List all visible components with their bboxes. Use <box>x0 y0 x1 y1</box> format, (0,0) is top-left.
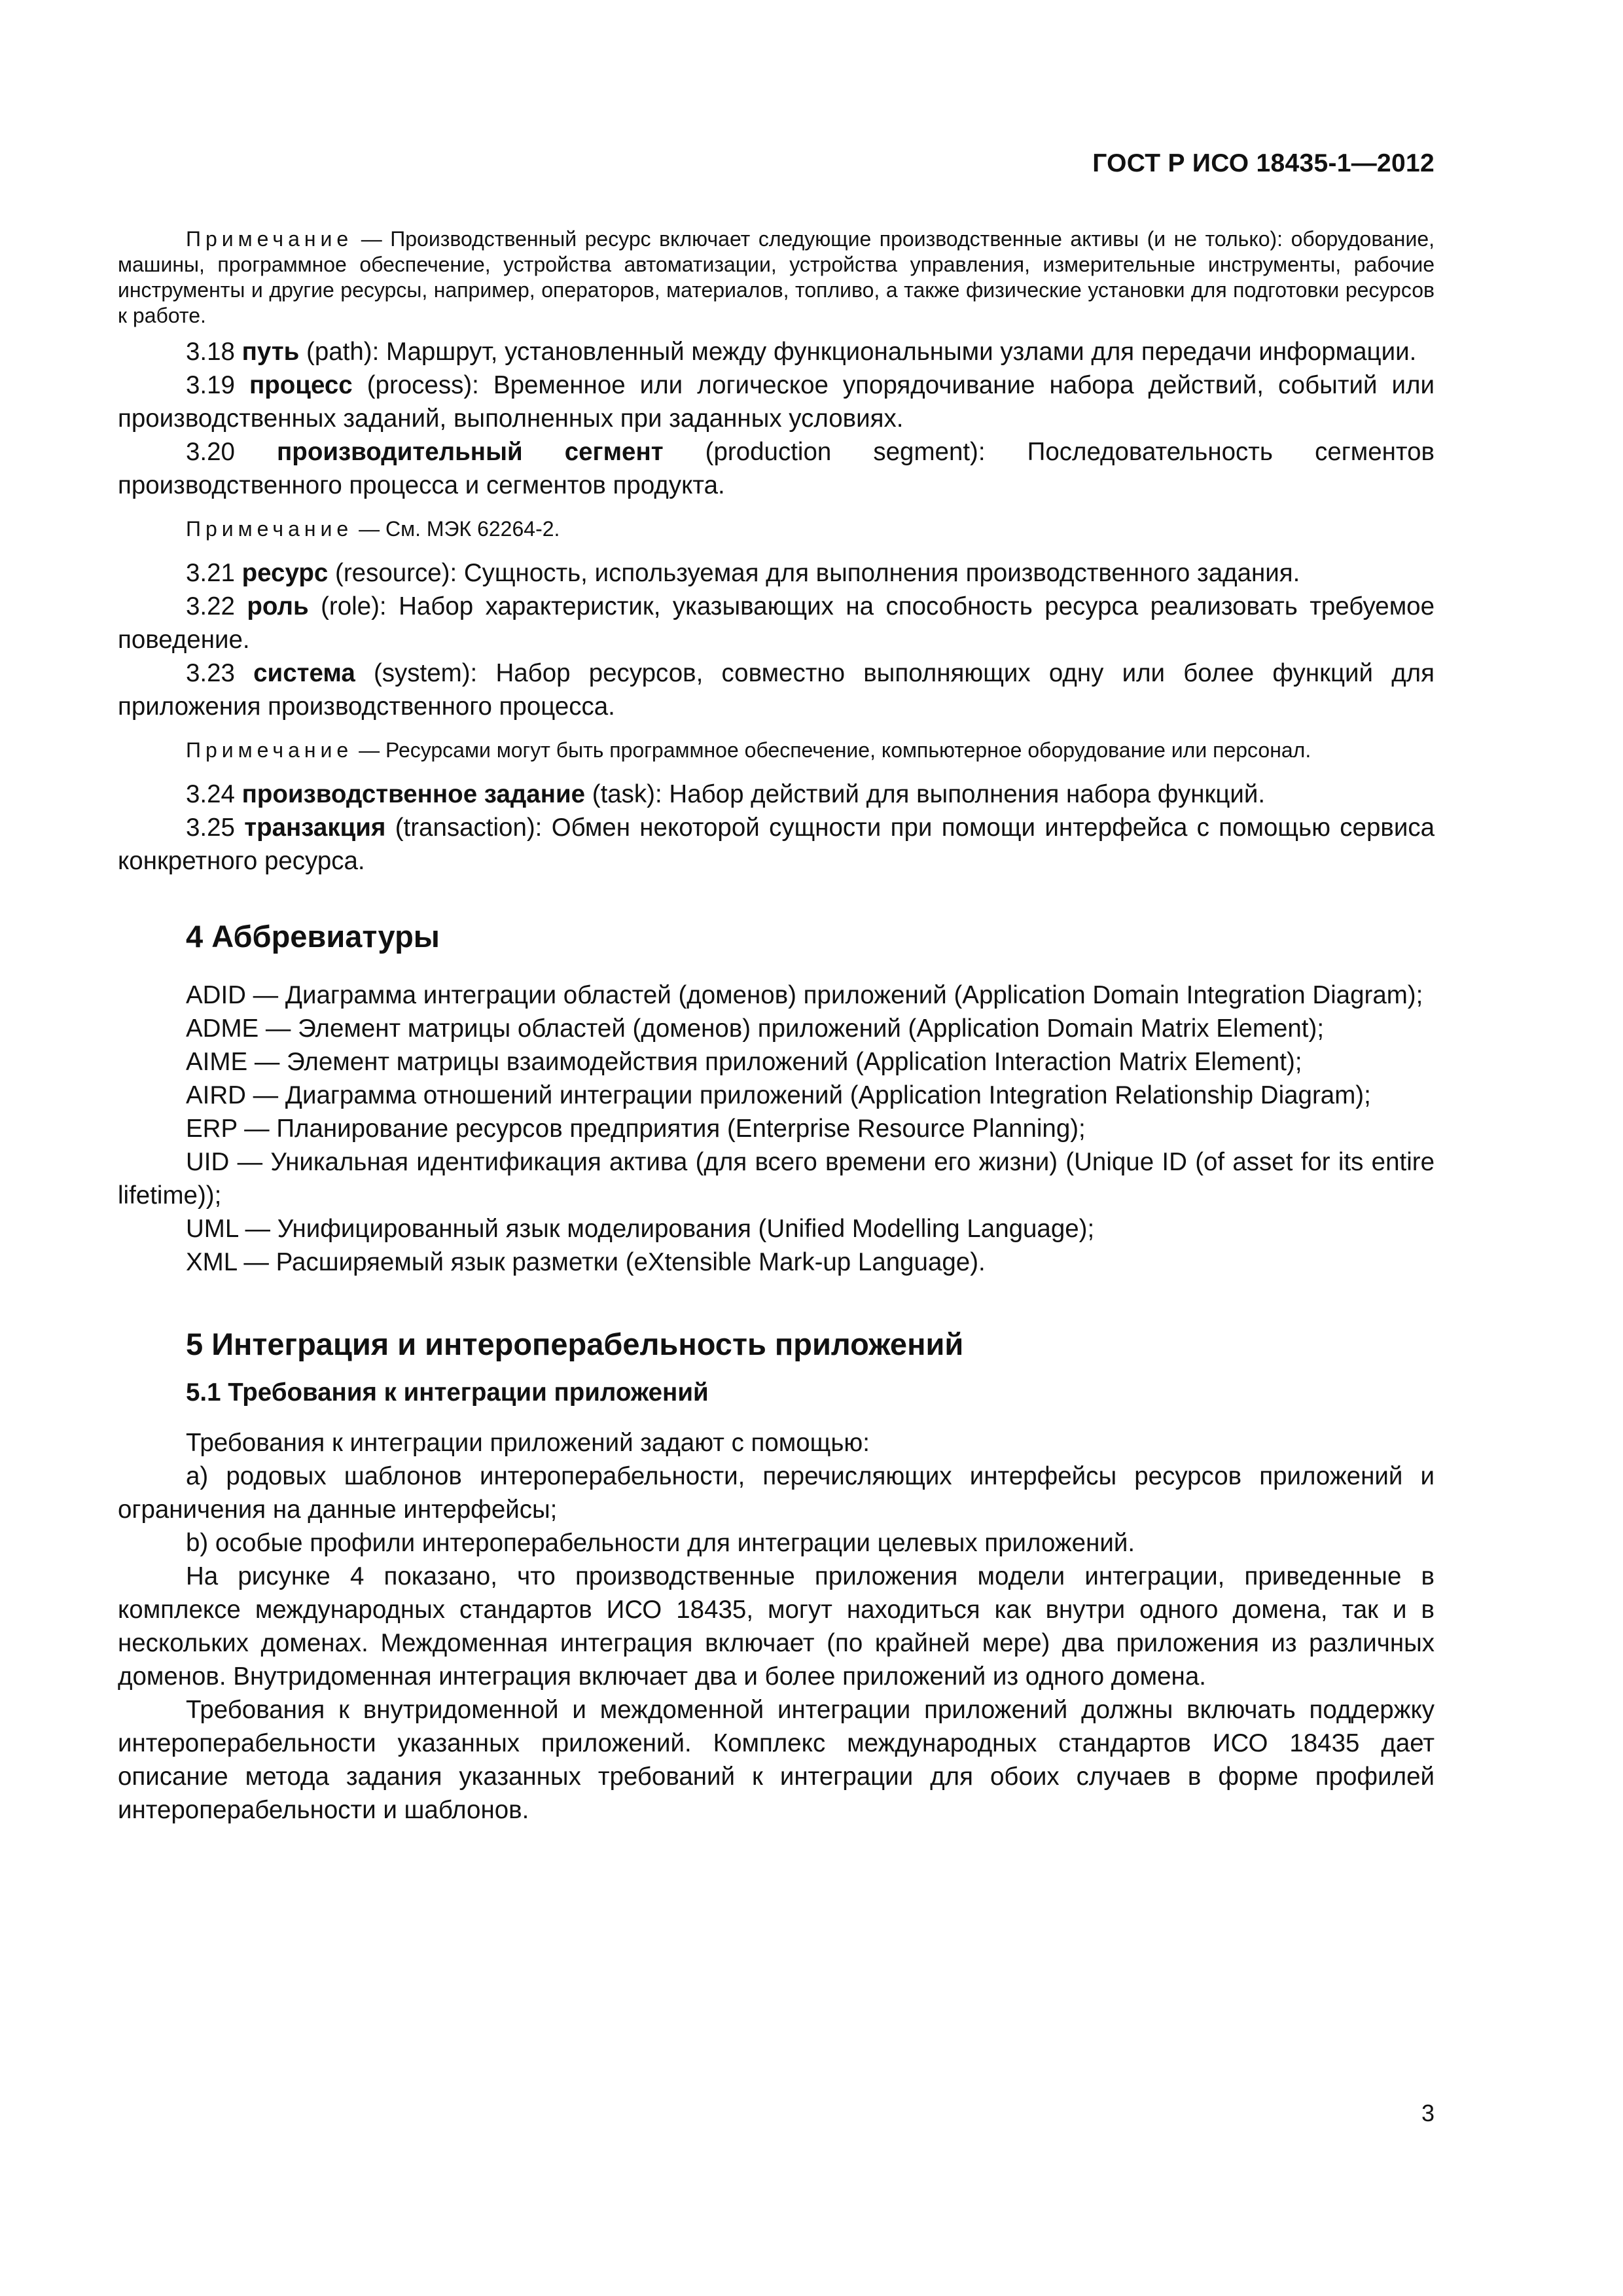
note-production-resource <box>118 226 1435 329</box>
definition-text: (resource): Сущность, используемая для выполнения производственного задания. <box>328 559 1300 587</box>
definition-term: транзакция <box>244 814 386 842</box>
definition-text: (path): Маршрут, установленный между функциональными узлами для передачи информации. <box>299 338 1417 366</box>
abbreviation-item: UML — Унифицированный язык моделирования (Unified Modelling Language); <box>186 1215 1095 1243</box>
note-iec-reference <box>118 516 1435 542</box>
abbreviation-item: ERP — Планирование ресурсов предприятия (Enterprise Resource Planning); <box>186 1115 1086 1143</box>
abbreviation-item: UID — Уникальная идентификация актива (для всего времени его жизни) (Unique ID (of asset for its entire lifetime)); <box>118 1148 1435 1210</box>
definition-number: 3.20 <box>186 438 277 466</box>
definition-text: (task): Набор действий для выполнения набора функций. <box>585 780 1266 808</box>
definition-number: 3.24 <box>186 780 242 808</box>
definition-text: (transaction): Обмен некоторой сущности при помощи интерфейса с помощью сервиса конкретного ресурса. <box>118 814 1435 875</box>
definition-3-22 <box>118 590 1435 656</box>
abbreviation-item: AIRD — Диаграмма отношений интеграции приложений (Application Integration Relationship Diagram); <box>186 1081 1371 1109</box>
definition-3-20 <box>118 435 1435 502</box>
abbreviation-item: ADME — Элемент матрицы областей (доменов) приложений (Application Domain Matrix Element); <box>186 1014 1325 1043</box>
definition-term: путь <box>241 338 300 366</box>
definition-number: 3.23 <box>186 659 254 687</box>
definition-term: система <box>253 659 355 687</box>
page-number: 3 <box>1421 2100 1435 2126</box>
section-5-1-paragraph: На рисунке 4 показано, что производственные приложения модели интеграции, приведенные в комплексе международных стандартов ИСО 18435, могут находиться как внутри одного домена, так и в нескольких доменах. Междоменная интеграция включает (по крайней мере) два приложения из различных доменов. Внутридоменная интеграция включает два и более приложений из одного домена. <box>118 1562 1435 1691</box>
section-5-1-paragraph: b) особые профили интероперабельности для интеграции целевых приложений. <box>186 1529 1135 1557</box>
note-label: Примечание <box>186 227 353 251</box>
section-5-1-paragraph: Требования к внутридоменной и междоменной интеграции приложений должны включать поддержку интероперабельности указанных приложений. Комплекс международных стандартов ИСО 18435 дает описание метода задания указанных требований к интеграции для обоих случаев в форме профилей интероперабельности и шаблонов. <box>118 1696 1435 1824</box>
definition-term: производительный сегмент <box>277 438 664 466</box>
definition-number: 3.25 <box>186 814 245 842</box>
note-text: — См. МЭК 62264-2. <box>353 517 560 541</box>
document-body <box>118 226 1435 1827</box>
note-text: — Ресурсами могут быть программное обеспечение, компьютерное оборудование или персонал. <box>353 738 1311 762</box>
definition-3-19 <box>118 368 1435 435</box>
definition-text: (process): Временное или логическое упорядочивание набора действий, событий или производственных заданий, выполненных при заданных условиях. <box>118 371 1435 433</box>
definition-number: 3.18 <box>186 338 242 366</box>
abbreviation-item: XML — Расширяемый язык разметки (eXtensible Mark-up Language). <box>186 1248 986 1276</box>
section-5-1-paragraph: a) родовых шаблонов интероперабельности, перечисляющих интерфейсы ресурсов приложений и ограничения на данные интерфейсы; <box>118 1462 1435 1524</box>
section-5-1-paragraph: Требования к интеграции приложений задают с помощью: <box>186 1429 870 1457</box>
note-resources <box>118 738 1435 763</box>
definition-3-24 <box>118 778 1435 811</box>
note-label: Примечание <box>186 517 353 541</box>
definition-3-21 <box>118 556 1435 590</box>
definition-number: 3.22 <box>186 592 247 620</box>
definition-text: (role): Набор характеристик, указывающих на способность ресурса реализовать требуемое поведение. <box>118 592 1435 654</box>
document-header: ГОСТ Р ИСО 18435-1—2012 <box>1092 149 1435 177</box>
definition-number: 3.21 <box>186 559 242 587</box>
definition-term: процесс <box>249 371 353 399</box>
definition-3-18 <box>118 335 1435 368</box>
section-5-heading: 5 Интеграция и интероперабельность приложений <box>186 1327 964 1361</box>
definition-term: производственное задание <box>241 780 586 808</box>
note-text: — Производственный ресурс включает следующие производственные активы (и не только): оборудование, машины, программное обеспечение, устройства автоматизации, устройства управления, измерительные инструменты, рабочие инструменты и другие ресурсы, например, операторов, материалов, топливо, а также физические установки для подготовки ресурсов к работе. <box>118 227 1435 327</box>
section-4-heading: 4 Аббревиатуры <box>186 919 440 954</box>
abbreviation-item: ADID — Диаграмма интеграции областей (доменов) приложений (Application Domain Integration Diagram); <box>186 981 1423 1009</box>
note-label: Примечание <box>186 738 353 762</box>
definition-number: 3.19 <box>186 371 249 399</box>
document-page <box>118 0 1435 2296</box>
definition-text: (production segment): Последовательность сегментов производственного процесса и сегментов продукта. <box>118 438 1435 499</box>
definition-term: роль <box>247 592 309 620</box>
definition-3-25 <box>118 811 1435 878</box>
definition-term: ресурс <box>241 559 329 587</box>
definition-3-23 <box>118 656 1435 723</box>
abbreviation-item: AIME — Элемент матрицы взаимодействия приложений (Application Interaction Matrix Element); <box>186 1048 1302 1076</box>
section-5-1-heading: 5.1 Требования к интеграции приложений <box>186 1378 709 1407</box>
definition-text: (system): Набор ресурсов, совместно выполняющих одну или более функций для приложения производственного процесса. <box>118 659 1435 721</box>
